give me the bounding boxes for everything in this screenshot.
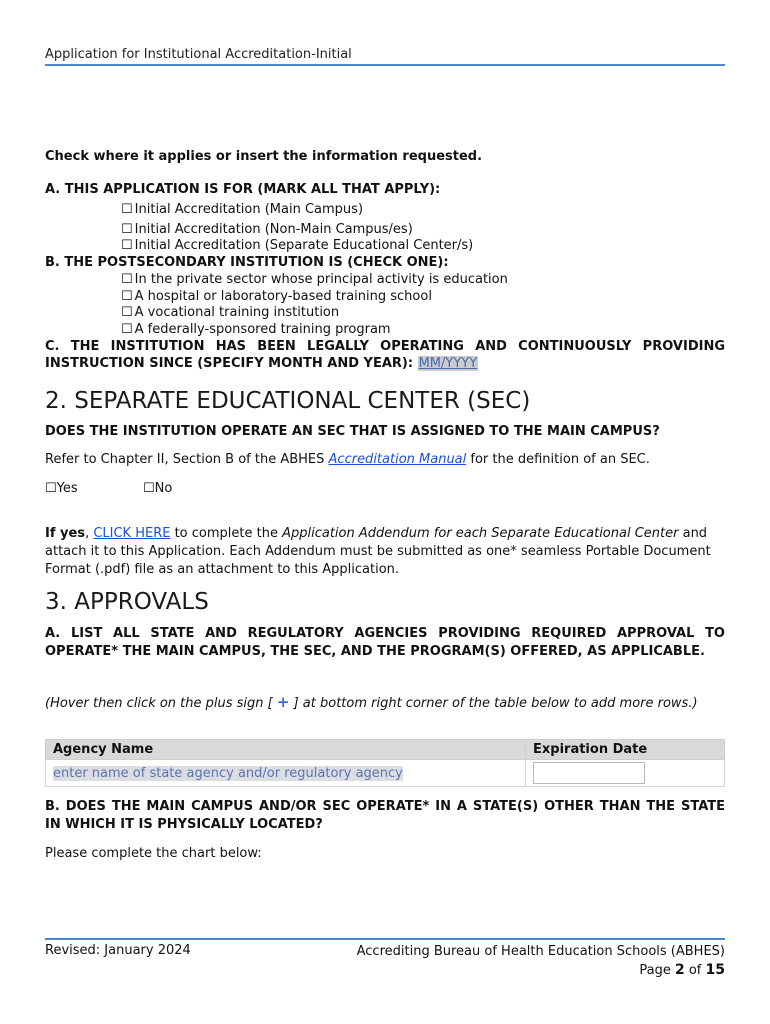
header-title: Application for Institutional Accreditation-Initial [45,47,352,62]
checkbox-option-separate-center[interactable] [121,238,473,253]
if-yes-comma: , [85,526,94,541]
agency-table [45,739,725,787]
footer-org: Accrediting Bureau of Health Education Schools (ABHES) [356,944,725,959]
option-label: A federally-sponsored training program [134,322,391,337]
reference-text-end: for the definition of an SEC. [466,452,650,467]
checkbox-icon[interactable]: ☐ [143,481,155,496]
agency-name-cell [46,760,526,787]
page-of: of [684,963,706,978]
option-label: Initial Accreditation (Separate Educational Center/s) [134,238,474,253]
approvals-b-heading: B. DOES THE MAIN CAMPUS AND/OR SEC OPERATE* IN A STATE(S) OTHER THAN THE STATE IN WHICH IT IS PHYSICALLY LOCATED? [45,799,725,832]
footer-right [357,943,725,980]
sec-no-checkbox[interactable] [143,481,241,496]
expiration-date-cell [526,760,725,787]
if-yes-label: If yes [45,526,86,541]
col-expiration-date: Expiration Date [526,740,725,760]
sec-yes-checkbox[interactable] [45,481,143,496]
approvals-b-note: Please complete the chart below: [45,846,262,861]
footer-revised: Revised: January 2024 [45,943,191,958]
checkbox-icon[interactable]: ☐ [121,202,133,217]
checkbox-icon[interactable]: ☐ [121,322,133,337]
section-c-heading [45,338,725,372]
sec-if-yes-paragraph [45,525,725,579]
checkbox-icon[interactable]: ☐ [121,305,133,320]
if-yes-mid: to complete the [170,526,283,541]
option-label: A vocational training institution [134,305,340,320]
if-yes-rest: and attach it to this Application. Each Addendum must be submitted as one* seamless Portable Document Format (.pdf) file as an attachment to this Application. [45,526,711,577]
checkbox-icon[interactable]: ☐ [121,238,133,253]
intro-instruction: Check where it applies or insert the information requested. [45,149,483,164]
page-current: 2 [674,962,685,978]
page-prefix: Page [639,963,675,978]
sec-question: DOES THE INSTITUTION OPERATE AN SEC THAT IS ASSIGNED TO THE MAIN CAMPUS? [45,424,660,439]
page-number [357,961,725,980]
table-header-row [46,740,725,760]
approvals-a-heading: A. LIST ALL STATE AND REGULATORY AGENCIES PROVIDING REQUIRED APPROVAL TO OPERATE* THE MAIN CAMPUS, THE SEC, AND THE PROGRAM(S) OFFERED, AS APPLICABLE. [45,626,725,659]
footer-divider [45,938,725,940]
month-year-field[interactable]: MM/YYYY [418,356,478,371]
click-here-link[interactable]: CLICK HERE [93,526,171,541]
approvals-section-title: 3. APPROVALS [45,589,209,615]
expiration-date-input[interactable] [533,762,645,784]
no-label: No [154,481,173,496]
section-c-text: C. THE INSTITUTION HAS BEEN LEGALLY OPERATING AND CONTINUOUSLY PROVIDING INSTRUCTION SINCE (SPECIFY MONTH AND YEAR): [45,339,725,371]
section-b-heading: B. THE POSTSECONDARY INSTITUTION IS (CHECK ONE): [45,255,449,270]
add-rows-hint [45,693,725,713]
agency-name-input[interactable]: enter name of state agency and/or regulatory agency [53,765,403,781]
accreditation-manual-link[interactable]: Accreditation Manual [328,452,467,467]
checkbox-icon[interactable]: ☐ [45,481,57,496]
option-label: Initial Accreditation (Main Campus) [134,202,364,217]
option-label: In the private sector whose principal activity is education [134,272,508,287]
option-label: A hospital or laboratory-based training school [134,289,432,304]
hint-text-end: ] at bottom right corner of the table below to add more rows.) [289,696,698,711]
checkbox-icon[interactable]: ☐ [121,289,133,304]
sec-yes-no-group [45,481,241,496]
addendum-title: Application Addendum for each Separate Educational Center [282,526,679,541]
option-label: Initial Accreditation (Non-Main Campus/es) [134,222,413,237]
checkbox-option-federal[interactable] [121,322,391,337]
plus-icon: + [276,693,290,711]
sec-section-title: 2. SEPARATE EDUCATIONAL CENTER (SEC) [45,388,531,414]
checkbox-option-vocational[interactable] [121,305,339,320]
checkbox-option-private-sector[interactable] [121,272,508,287]
checkbox-option-hospital[interactable] [121,289,432,304]
hint-text: (Hover then click on the plus sign [ [45,696,277,711]
table-row [46,760,725,787]
checkbox-icon[interactable]: ☐ [121,222,133,237]
reference-text: Refer to Chapter II, Section B of the ABHES [45,452,329,467]
page-total: 15 [705,962,725,978]
checkbox-option-non-main-campus[interactable] [121,222,413,237]
header-divider [45,64,725,66]
col-agency-name: Agency Name [46,740,526,760]
checkbox-option-main-campus[interactable] [121,202,363,217]
sec-reference [45,451,725,469]
yes-label: Yes [56,481,78,496]
checkbox-icon[interactable]: ☐ [121,272,133,287]
section-a-heading: A. THIS APPLICATION IS FOR (MARK ALL THAT APPLY): [45,182,441,197]
